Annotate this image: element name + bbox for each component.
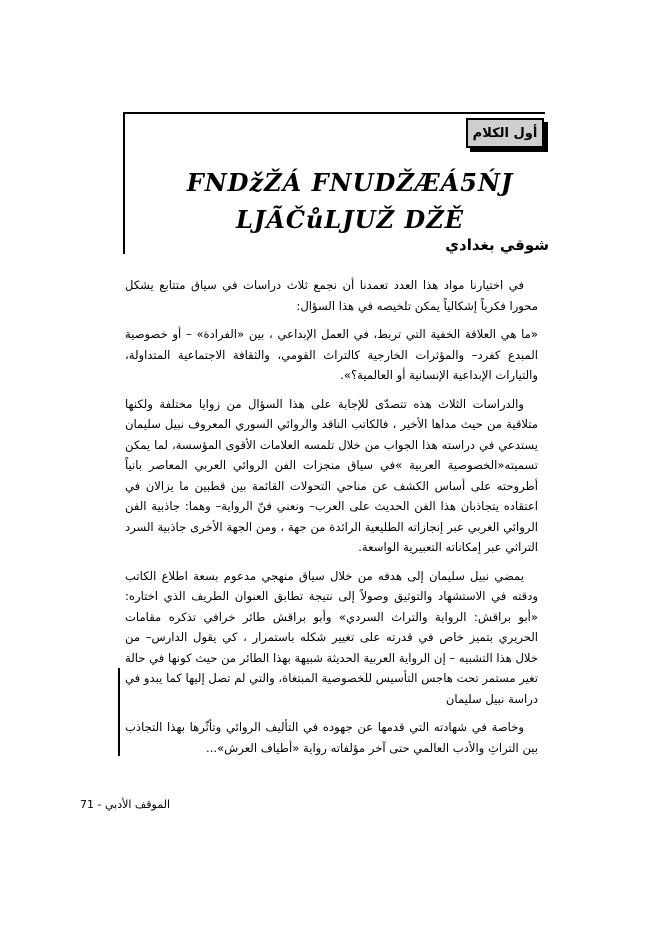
section-tag-label: أول الكلام	[466, 118, 544, 148]
article-body	[125, 275, 538, 766]
section-tag	[466, 118, 544, 148]
author-name: شوقي بغدادي	[445, 236, 549, 254]
article-title-line-2: LJÃČůLJUŽ DŽĚ	[235, 205, 465, 234]
page-footer: الموقف الأدبي - 71	[80, 798, 171, 811]
paragraph: في اختيارنا مواد هذا العدد تعمدنا أن نجمع ثلاث دراسات في سياق متتابع يشكل محورا فكرياً إشكالياً يمكن تلخيصه في هذا السؤال:	[125, 278, 538, 313]
paragraph-quote: «ما هي العلاقة الخفية التي تربط، في العمل الإبداعي ، بين «الفرادة» – أو خصوصية المبدع كفرد– والمؤثرات الخارجية كالتراث القومي، والثقافة الاجتماعية المتداولة، والتيارات الإبداعية الإنسانية أو العالمية؟».	[125, 327, 538, 382]
paragraph: وخاصة في شهادته التي قدمها عن جهوده في التأليف الروائي وتأثّرها بهذا التجاذب بين التراثِ والأدب العالمي حتى آخر مؤلفاته رواية «أطياف العرش»...	[125, 720, 538, 755]
paragraph: والدراسات الثلاث هذه تتصدّى للإجابة على هذا السؤال من زوايا مختلفة ولكنها متلاقية من حيث مداها الأخير ، فالكاتب الناقد والروائي السوري المعروف نبيل سليمان يستدعي في دراسته هذا الجواب من خلال تلمسه العلامات الأقوى المؤسسة، لما يمكن تسميته«الخصوصية العربية »في سياق منجزات الفن الروائي العربي المعاصر بانياً أطروحته على أساس الكشف عن مناحي التحولات القائمة بين قطبين ما يزالان في اعتقاده يتجاذبان هذا الفن الحديث على العرب– ونعني فنّ الرواية– وهما: جاذبية الفن الروائي الغربي عبر إنجازاته الطليعية الرائدة من جهة ، ومن الجهة الأخرى جاذبية السرد التراثي عبر إمكاناته التعبيرية الواسعة.	[125, 396, 538, 554]
margin-rule	[118, 668, 120, 756]
paragraph: يمضي نبيل سليمان إلى هدفه من خلال سياق منهجي مدعوم بسعة اطلاع الكاتب ودقته في الاستشهاد والتوثيق وصولاً إلى نتيجة تطابق العنوان الطريف الذي اختاره: «أبو براقش: الرواية والتراث السردي» وأبو براقش طائر خرافي تذكره مقامات الحريري بتميز خاص في قدرته على تغيير شكله باستمرار ، كي يقول الدارس– من خلال هذا التشبيه – إن الرواية العربية الحديثة شبيهة بهذا الطائر من حيث كونها في حالة تغير مستمر تحت هاجس التأسيس للخصوصية المبتغاة، والتي لم تصل إليها كما يبدو في دراسة نبيل سليمان	[125, 568, 538, 706]
article-title-line-1: FNDžŽÁ FNUDŽÆÁ5ŃJ	[186, 168, 514, 197]
